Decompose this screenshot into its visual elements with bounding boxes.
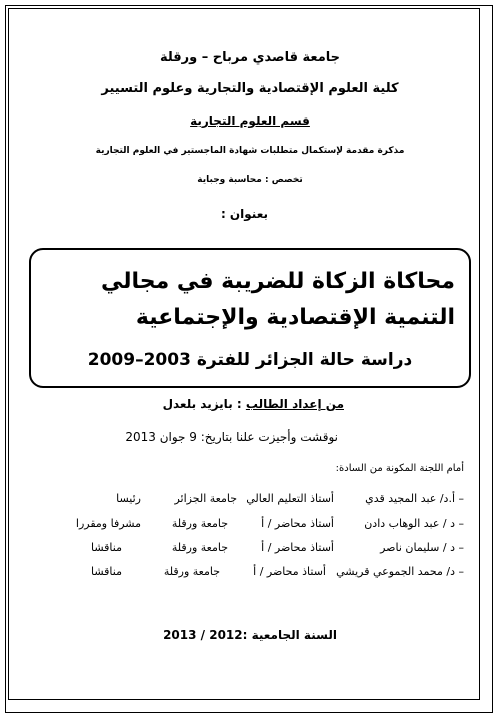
thesis-subtitle: دراسة حالة الجزائر للفترة 2003–2009 <box>87 350 413 370</box>
title-box <box>29 248 471 388</box>
member-institution: جامعة الجزائر <box>174 492 237 505</box>
member-name: – د / عبد الوهاب دادن <box>364 517 464 530</box>
member-rank: أستاذ محاضر / أ <box>261 517 334 530</box>
member-institution: جامعة ورقلة <box>171 517 228 530</box>
member-institution: جامعة ورقلة <box>171 541 228 554</box>
academic-year: السنة الجامعية :2012 / 2013 <box>163 628 337 642</box>
member-rank: أستاذ محاضر / أ <box>253 565 326 578</box>
thesis-note: مذكرة مقدمة لإستكمال متطلبات شهادة الماجستير في العلوم التجارية <box>95 146 405 156</box>
member-role: مناقشا <box>91 541 122 554</box>
student-name: : بايزيد بلعدل <box>162 397 242 411</box>
member-name: – أ.د/ عبد المجيد قدي <box>365 492 464 505</box>
title-label: بعنوان : <box>220 207 268 221</box>
member-name: – د / سليمان ناصر <box>380 541 464 554</box>
defense-date: نوقشت وأجيزت علنا بتاريخ: 9 جوان 2013 <box>125 430 338 444</box>
committee-heading: أمام اللجنة المكونة من السادة: <box>335 463 464 474</box>
member-role: مناقشا <box>91 565 122 578</box>
university-name: جامعة قاصدي مرباح – ورقلة <box>159 50 341 65</box>
member-institution: جامعة ورقلة <box>163 565 220 578</box>
student-line <box>163 397 344 411</box>
thesis-title: محاكاة الزكاة للضريبة في مجالي التنمية الإقتصادية والإجتماعية <box>100 269 455 330</box>
member-name: – د/ محمد الجموعي قريشي <box>336 565 464 578</box>
department-name: قسم العلوم التجارية <box>190 114 310 128</box>
member-rank: أستاذ محاضر / أ <box>261 541 334 554</box>
member-role: رئيسا <box>116 492 141 505</box>
member-role: مشرفا ومقررا <box>75 517 141 530</box>
member-rank: أستاذ التعليم العالي <box>246 492 334 505</box>
faculty-name: كلية العلوم الإقتصادية والتجارية وعلوم التسيير <box>101 81 399 96</box>
student-label: من إعداد الطالب <box>245 397 344 411</box>
specialty: تخصص : محاسبة وجباية <box>197 175 303 185</box>
